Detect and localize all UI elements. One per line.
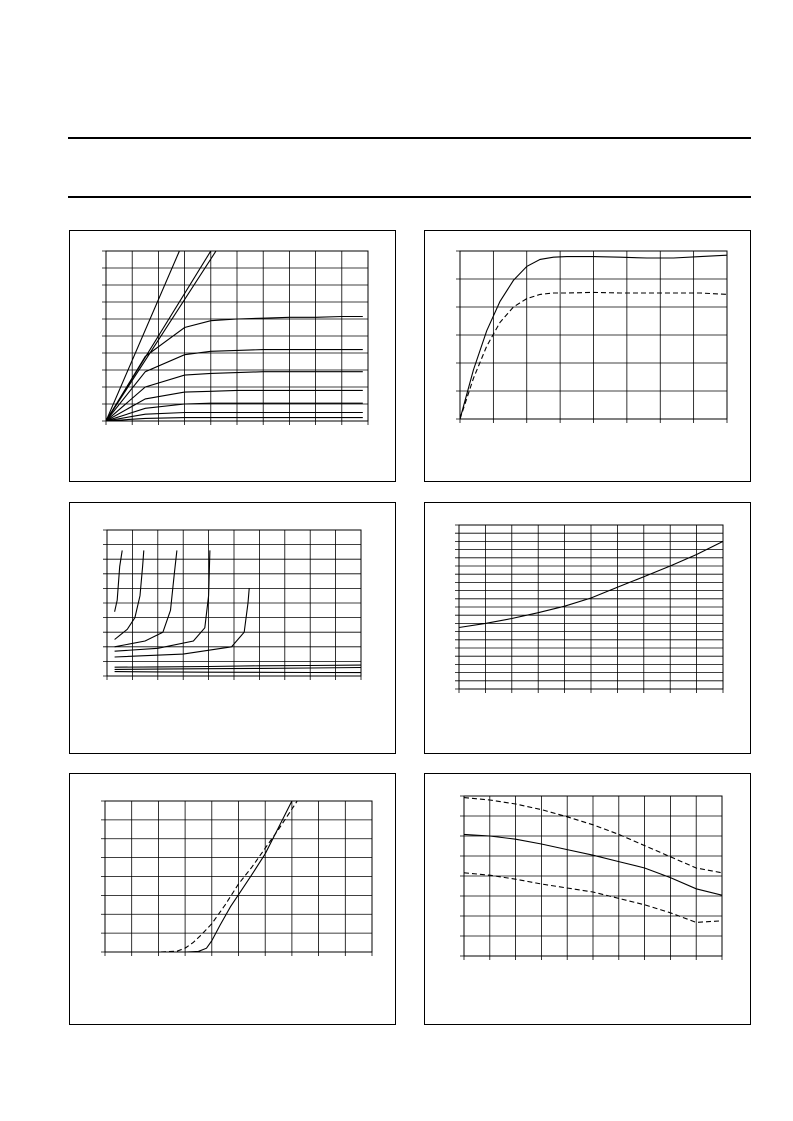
chart-4-grid (455, 525, 723, 693)
chart-6-grid (460, 796, 722, 960)
chart-3-series-6-line (115, 665, 361, 667)
chart-3-series-1-line (115, 550, 123, 611)
chart-3-grid (103, 530, 361, 680)
header-rule-bottom (68, 196, 751, 198)
chart-panel-5 (69, 773, 396, 1025)
chart-1-series-9-line (106, 413, 363, 422)
chart-1-series-7-line (106, 390, 363, 421)
chart-3-svg (70, 503, 397, 755)
chart-panel-1 (69, 230, 396, 482)
chart-2-grid (456, 251, 727, 423)
chart-4-svg (425, 503, 752, 755)
chart-1-series-5-line (106, 350, 363, 421)
chart-3-series-2-line (115, 550, 144, 639)
chart-panel-6 (424, 773, 751, 1025)
chart-1-series-10-line (106, 418, 363, 421)
chart-3-series-4-line (115, 550, 210, 651)
chart-5-grid (101, 801, 372, 956)
header-rule-top (68, 137, 751, 139)
chart-5-svg (70, 774, 397, 1026)
chart-3-series-7-line (115, 668, 361, 670)
chart-panel-3 (69, 502, 396, 754)
chart-6-svg (425, 774, 752, 1026)
chart-1-svg (70, 231, 397, 483)
chart-panel-4 (424, 502, 751, 754)
chart-1-series-6-line (106, 372, 363, 421)
chart-2-svg (425, 231, 752, 483)
chart-panel-2 (424, 230, 751, 482)
chart-3-series-8-line (115, 672, 361, 673)
